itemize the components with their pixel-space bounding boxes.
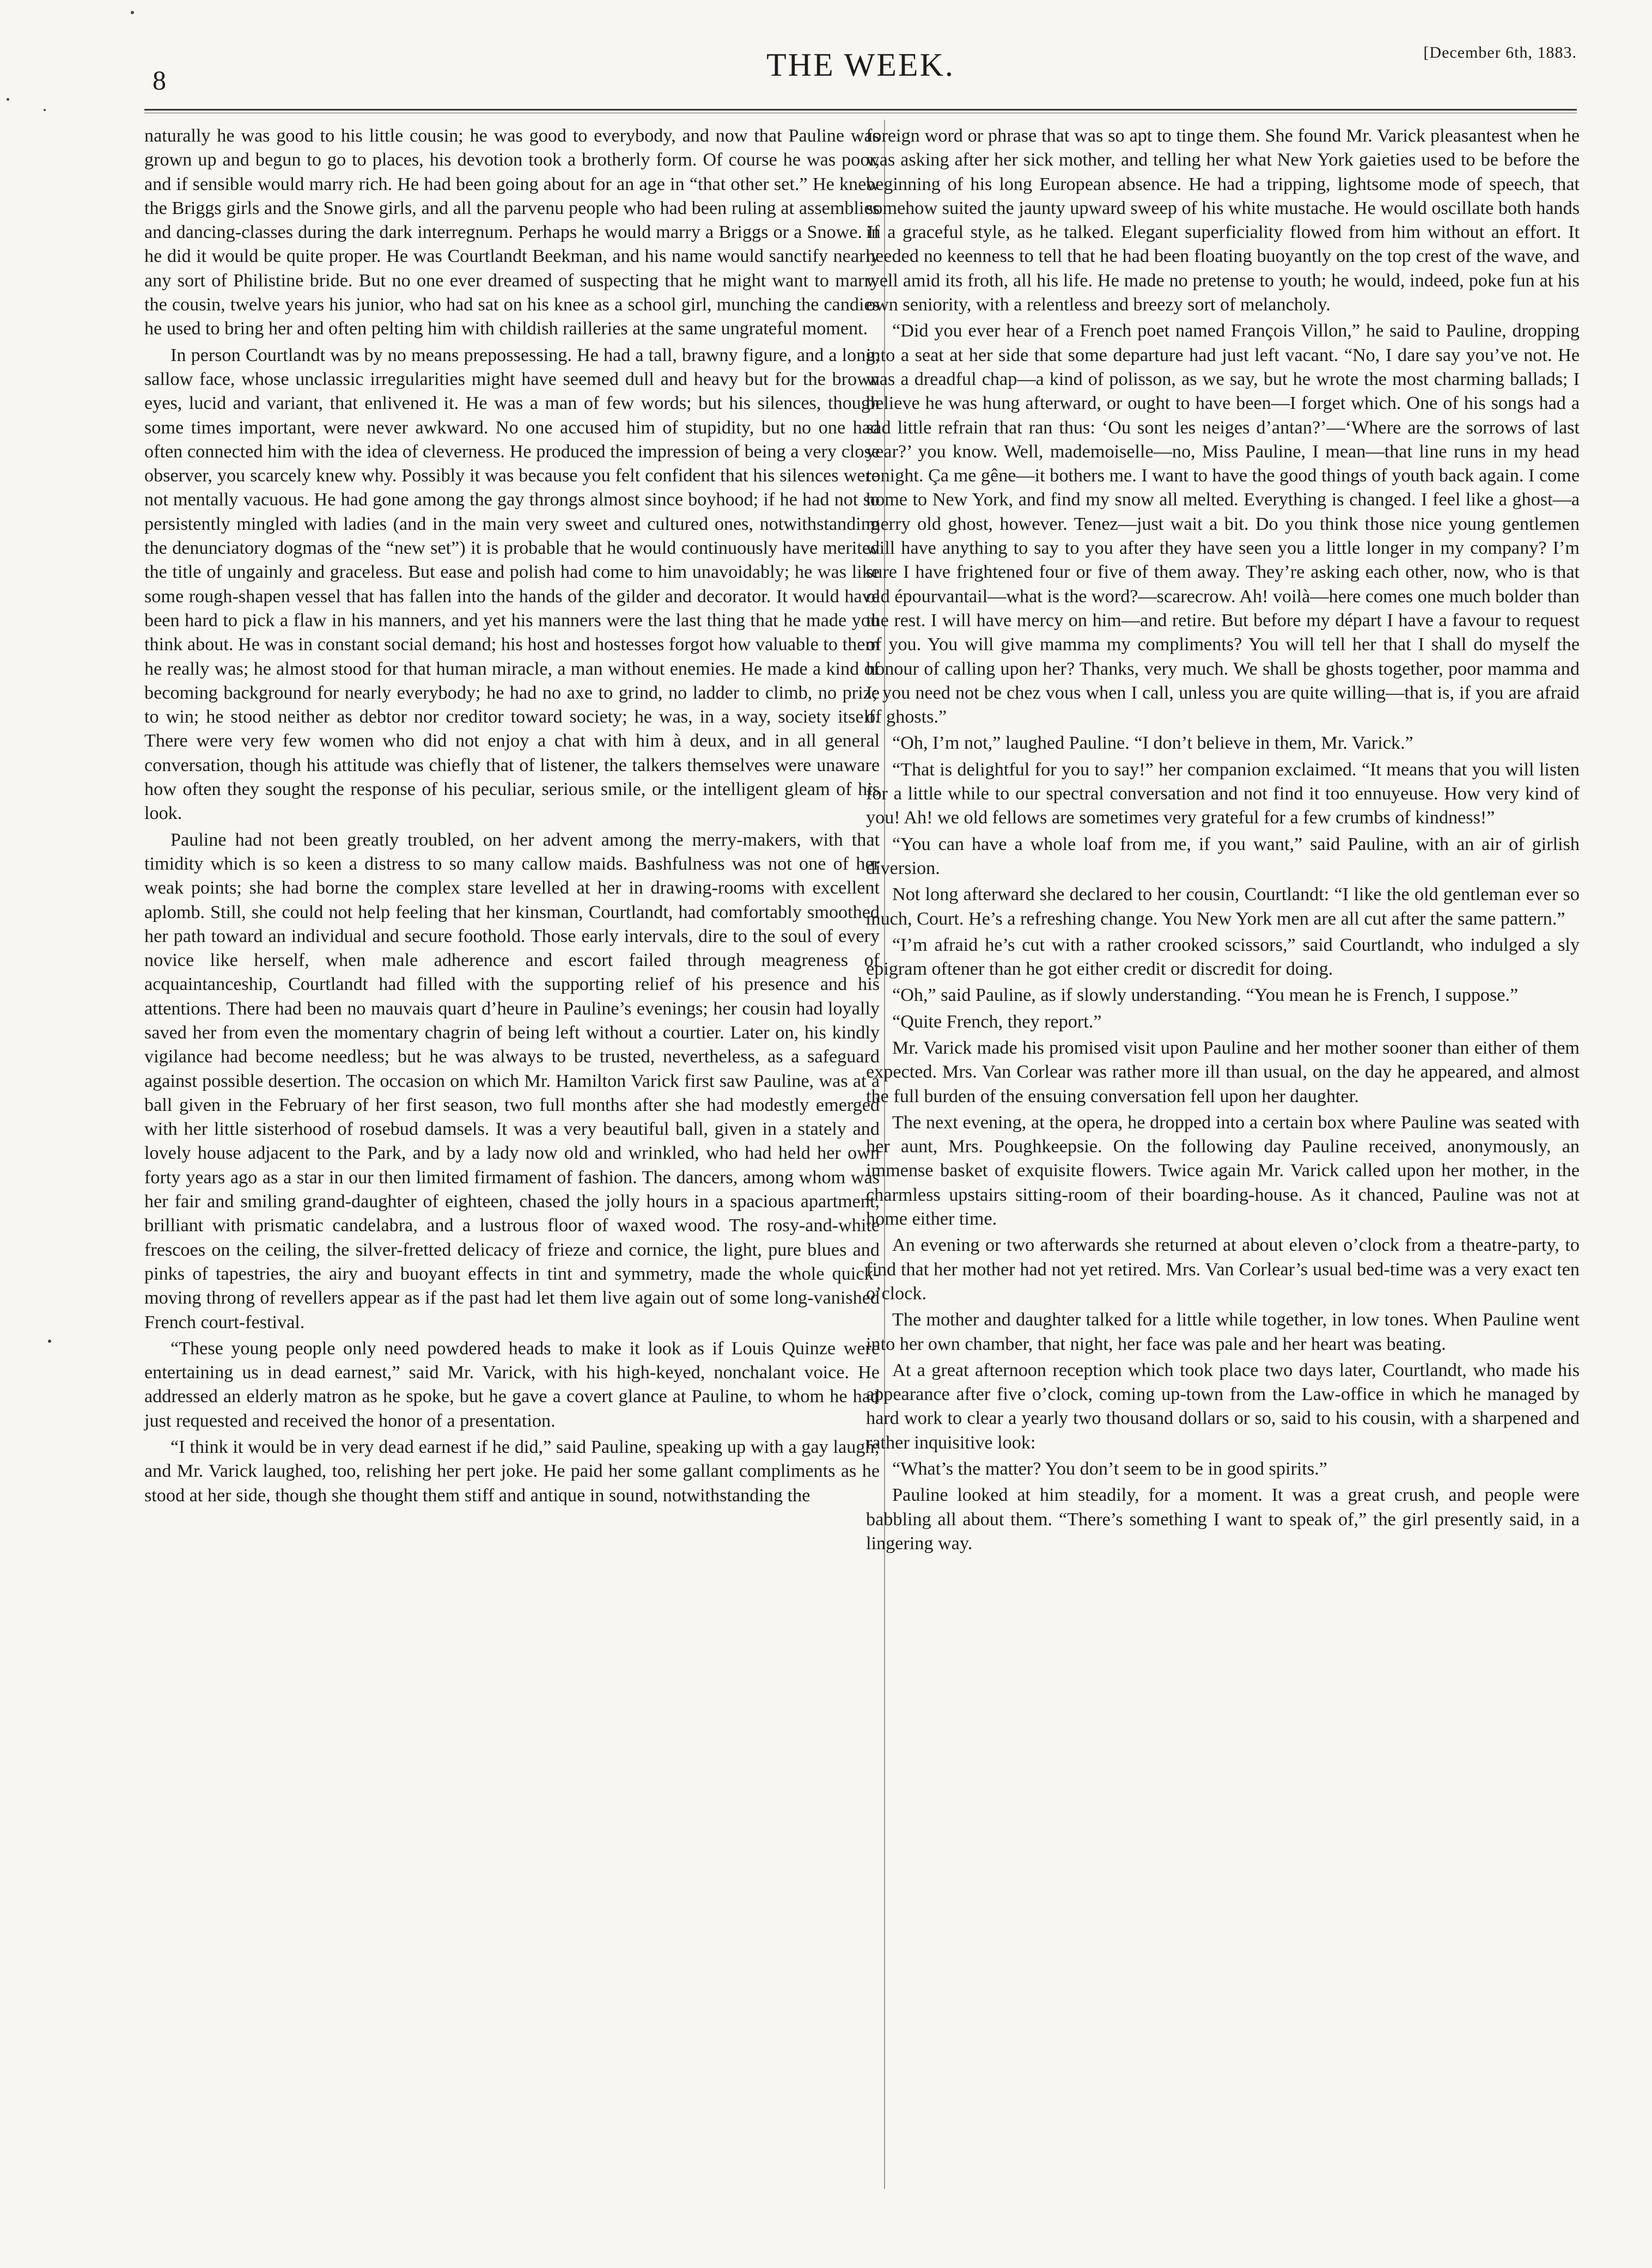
paragraph: In person Courtlandt was by no means prepossessing. He had a tall, brawny figure, and a long, sallow face, whose unclassic irregularities might have seemed dull and heavy but for the brown eyes, lucid and variant, that enlivened it. He was a man of few words; but his silences, though some times important, were never awkward. No one accused him of stupidity, but no one had often connected him with the idea of cleverness. He produced the impression of being a very close observer, you scarcely knew why. Possibly it was because you felt confident that his silences were not mentally vacuous. He had gone among the gay throngs almost since boyhood; if he had not so persistently mingled with ladies (and in the main very sweet and cultured ones, notwithstanding the denunciatory dogmas of the “new set”) it is probable that he would continuously have merited the title of ungainly and graceless. But ease and polish had come to him unavoidably; he was like some rough-shapen vessel that has fallen into the hands of the gilder and decorator. It would have been hard to pick a flaw in his manners, and yet his manners were the last thing that he made you think about. He was in constant social demand; his host and hostesses forgot how valuable to them he really was; he almost stood for that human miracle, a man without enemies. He made a kind of becoming background for nearly everybody; he had no axe to grind, no ladder to climb, no prize to win; he stood neither as debtor nor creditor toward society; he was, in a way, society itself. There were very few women who did not enjoy a chat with him à deux, and in all general conversation, though his attitude was chiefly that of listener, the talkers themselves were unaware how often they sought the response of his peculiar, serious smile, or the intelligent gleam of his look. <box>144 345 880 824</box>
paragraph: “Oh, I’m not,” laughed Pauline. “I don’t believe in them, Mr. Varick.” <box>892 733 1413 754</box>
scan-speck <box>131 11 134 14</box>
right-column <box>866 124 1580 1556</box>
scan-speck <box>7 98 9 101</box>
paragraph: “I’m afraid he’s cut with a rather crooked scissors,” said Courtlandt, who indulged a sly epigram oftener than he got either credit or discredit for doing. <box>866 934 1580 980</box>
paragraph: “Quite French, they report.” <box>892 1011 1102 1032</box>
paragraph: “That is delightful for you to say!” her companion exclaimed. “It means that you will listen for a little while to our spectral conversation and not find it too ennuyeuse. How very kind of you! Ah! we old fellows are sometimes very grateful for a few crumbs of kindness!” <box>866 759 1580 828</box>
paragraph: “Did you ever hear of a French poet named François Villon,” he said to Pauline, dropping into a seat at her side that some departure had just left vacant. “No, I dare say you’ve not. He was a dreadful chap—a kind of polisson, as we say, but he wrote the most charming ballads; I believe he was hung afterward, or ought to have been—I forget which. One of his songs had a sad little refrain that ran thus: ‘Ou sont les neiges d’antan?’—‘Where are the sorrows of last year?’ you know. Well, mademoiselle—no, Miss Pauline, I mean—that line runs in my head tonight. Ça me gêne—it bothers me. I want to have the good things of youth back again. I come home to New York, and find my snow all melted. Everything is changed. I feel like a ghost—a merry old ghost, however. Tenez—just wait a bit. Do you think those nice young gentlemen will have anything to say to you after they have seen you a little longer in my company? I’m sure I have frightened four or five of them away. They’re asking each other, now, who is that old épourvantail—what is the word?—scarecrow. Ah! voilà—here comes one much bolder than the rest. I will have mercy on him—and retire. But before my départ I have a favour to request of you. You will give mamma my compliments? You will tell her that I shall do myself the honour of calling upon her? Thanks, very much. We shall be ghosts together, poor mamma and I; you need not be chez vous when I call, unless you are quite willing—that is, if you are afraid of ghosts.” <box>866 321 1580 728</box>
paragraph: “What’s the matter? You don’t seem to be in good spirits.” <box>892 1459 1327 1480</box>
issue-date: [December 6th, 1883. <box>1423 44 1577 62</box>
paragraph: The next evening, at the opera, he dropped into a certain box where Pauline was seated with her aunt, Mrs. Poughkeepsie. On the following day Pauline received, anonymously, an immense basket of exquisite flowers. Twice again Mr. Varick called upon her mother, in the charmless upstairs sitting-room of their boarding-house. As it chanced, Pauline was not at home either time. <box>866 1112 1580 1230</box>
paragraph: foreign word or phrase that was so apt to tinge them. She found Mr. Varick pleasantest when he was asking after her sick mother, and telling her what New York gaieties used to be before the beginning of his long European absence. He had a tripping, lightsome mode of speech, that somehow suited the jaunty upward sweep of his white mustache. He would oscillate both hands in a graceful style, as he talked. Elegant superficiality flowed from him without an effort. It needed no keenness to tell that he had been floating buoyantly on the top crest of the wave, and well amid its froth, all his life. He made no pretense to youth; he would, indeed, poke fun at his own seniority, with a relentless and breezy sort of melancholy. <box>866 126 1580 315</box>
paragraph: The mother and daughter talked for a little while together, in low tones. When Pauline went into her own chamber, that night, her face was pale and her heart was beating. <box>866 1310 1580 1354</box>
page-header <box>144 44 1577 103</box>
masthead-title: THE WEEK. <box>766 47 955 83</box>
page-number: 8 <box>153 65 166 95</box>
paragraph: “Oh,” said Pauline, as if slowly understanding. “You mean he is French, I suppose.” <box>892 985 1519 1006</box>
header-rule <box>144 109 1577 113</box>
paragraph: Pauline looked at him steadily, for a moment. It was a great crush, and people were babbling all about them. “There’s something I want to speak of,” the girl presently said, in a lingering way. <box>866 1485 1580 1554</box>
left-column <box>144 124 880 1508</box>
paragraph: naturally he was good to his little cousin; he was good to everybody, and now that Pauline was grown up and begun to go to places, his devotion took a brotherly form. Of course he was poor, and if sensible would marry rich. He had been going about for an age in “that other set.” He knew the Briggs girls and the Snowe girls, and all the parvenu people who had been ruling at assemblies and dancing-classes during the dark interregnum. Perhaps he would marry a Briggs or a Snowe. If he did it would be quite proper. He was Courtlandt Beekman, and his name would sanctify nearly any sort of Philistine bride. But no one ever dreamed of suspecting that he might want to marry the cousin, twelve years his junior, who had sat on his knee as a school girl, munching the candies he used to bring her and often pelting him with childish railleries at the same ungrateful moment. <box>144 126 880 339</box>
paragraph: “I think it would be in very dead earnest if he did,” said Pauline, speaking up with a gay laugh; and Mr. Varick laughed, too, relishing her pert joke. He paid her some gallant compliments as he stood at her side, though she thought them stiff and antique in sound, notwithstanding the <box>144 1437 880 1506</box>
paragraph: At a great afternoon reception which took place two days later, Courtlandt, who made his appearance after five o’clock, coming up-town from the Law-office in which he managed by hard work to clear a yearly two thousand dollars or so, said to his cousin, with a sharpened and rather inquisitive look: <box>866 1360 1580 1453</box>
paragraph: “You can have a whole loaf from me, if you want,” said Pauline, with an air of girlish diversion. <box>866 834 1580 878</box>
scan-speck <box>44 109 46 111</box>
paragraph: Not long afterward she declared to her cousin, Courtlandt: “I like the old gentleman ever so much, Court. He’s a refreshing change. You New York men are all cut after the same pattern.” <box>866 884 1580 929</box>
paragraph: Pauline had not been greatly troubled, on her advent among the merry-makers, with that timidity which is so keen a distress to so many callow maids. Bashfulness was not one of her weak points; she had borne the complex stare levelled at her in drawing-rooms with excellent aplomb. Still, she could not help feeling that her kinsman, Courtlandt, had comfortably smoothed her path toward an individual and secure foothold. Those early intervals, dire to the soul of every novice like herself, when male adherence and escort failed through meagreness of acquaintanceship, Courtlandt had filled with the supporting relief of his presence and his attentions. There had been no mauvais quart d’heure in Pauline’s evenings; her cousin had loyally saved her from even the momentary chagrin of being left without a courtier. Later on, his kindly vigilance had become needless; but he was always to be trusted, nevertheless, as a safeguard against possible desertion. The occasion on which Mr. Hamilton Varick first saw Pauline, was at a ball given in the February of her first season, two full months after she had modestly emerged with her little sisterhood of rosebud damsels. It was a very beautiful ball, given in a stately and lovely house adjacent to the Park, and by a lady now old and wrinkled, who had held her own forty years ago as a star in our then limited firmament of fashion. The dancers, among whom was her fair and smiling grand-daughter of eighteen, chased the jolly hours in a spacious apartment, brilliant with prismatic candelabra, and a lustrous floor of waxed wood. The rosy-and-white frescoes on the ceiling, the silver-fretted delicacy of frieze and cornice, the light, pure blues and pinks of tapestries, the airy and buoyant effects in tint and symmetry, made the whole quick-moving throng of revellers appear as if the past had let them live again out of some long-vanished French court-festival. <box>144 829 880 1332</box>
paragraph: Mr. Varick made his promised visit upon Pauline and her mother sooner than either of them expected. Mrs. Van Corlear was rather more ill than usual, on the day he appeared, and almost the full burden of the ensuing conversation fell upon her daughter. <box>866 1037 1580 1107</box>
paragraph: An evening or two afterwards she returned at about eleven o’clock from a theatre-party, to find that her mother had not yet retired. Mrs. Van Corlear’s usual bed-time was a very exact ten o’clock. <box>866 1235 1580 1304</box>
paragraph: “These young people only need powdered heads to make it look as if Louis Quinze were entertaining us in dead earnest,” said Mr. Varick, with his high-keyed, nonchalant voice. He addressed an elderly matron as he spoke, but he gave a covert glance at Pauline, to whom he had just requested and received the honor of a presentation. <box>144 1338 880 1431</box>
scan-speck <box>48 1340 51 1343</box>
